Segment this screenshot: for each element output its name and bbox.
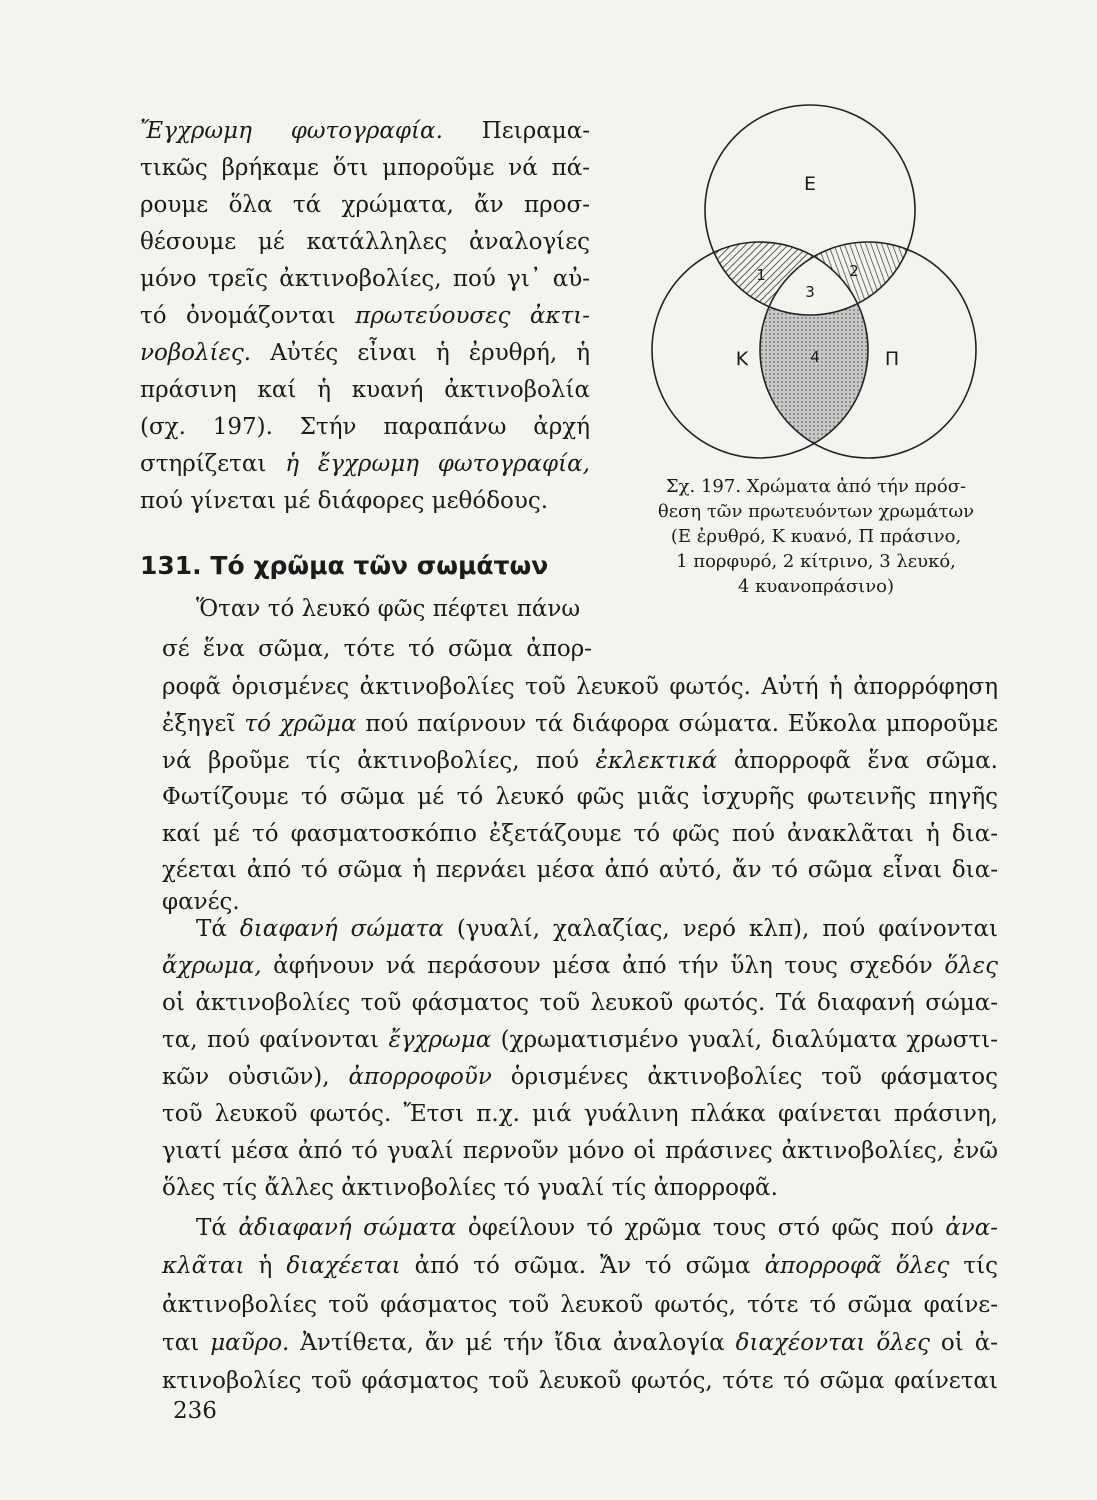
text-span: τα, πού φαίνονται	[162, 1027, 389, 1053]
text-line	[140, 116, 590, 146]
text-span: ται	[162, 1330, 211, 1356]
text-line: (σχ. 197). Στήν παραπάνω ἀρχή	[140, 414, 590, 440]
text-line	[140, 301, 590, 331]
text-line: πράσινη καί ἡ κυανή ἀκτινοβολία	[140, 377, 590, 403]
text-line: σέ ἕνα σῶμα, τότε τό σῶμα ἀπορ-	[162, 636, 592, 662]
text-line: γιατί μέσα ἀπό τό γυαλί περνοῦν μόνο οἱ πράσινες ἀκτινοβολίες, ἐνῶ	[162, 1138, 998, 1164]
term-italic: μαῦρο.	[210, 1330, 290, 1356]
term-italic: ἔγχρωμα	[388, 1027, 492, 1053]
term-italic: διαχέεται	[286, 1253, 401, 1279]
text-span: Τά	[196, 916, 240, 942]
text-span: Πειραμα-	[442, 118, 590, 144]
color-addition-diagram	[600, 100, 1020, 470]
caption-line: 1 πορφυρό, 2 κίτρινο, 3 λευκό,	[676, 551, 956, 572]
text-line: τοῦ λευκοῦ φωτός. Ἔτσι π.χ. μιά γυάλινη πλάκα φαίνεται πράσινη,	[162, 1101, 998, 1127]
text-span: (χρωματισμένο γυαλί, διαλύματα χρωστι-	[491, 1027, 998, 1053]
region-label-1: 1	[756, 266, 766, 284]
text-line: Φωτίζουμε τό σῶμα μέ τό λευκό φῶς μιᾶς ἰσχυρῆς φωτεινῆς πηγῆς	[162, 784, 998, 810]
term-italic: ὅλες	[944, 953, 998, 979]
text-line: θέσουμε μέ κατάλληλες ἀναλογίες	[140, 229, 590, 255]
term-italic: τό χρῶμα	[244, 711, 357, 737]
text-span: ὀφείλουν τό χρῶμα τους στό φῶς πού	[456, 1215, 946, 1241]
text-line: πού γίνεται μέ διάφορες μεθόδους.	[140, 488, 549, 514]
term-italic: κλᾶται	[162, 1253, 245, 1279]
text-span: πού παίρνουν τά διάφορα σώματα. Εὔκολα μποροῦμε	[356, 711, 999, 737]
text-span: τό ὀνομάζονται	[140, 303, 356, 329]
text-line	[162, 709, 998, 739]
text-span: Τά	[196, 1215, 239, 1241]
caption-line: θεση τῶν πρωτευόντων χρωμάτων	[657, 501, 975, 522]
text-span: ἀπό τό σῶμα. Ἄν τό σῶμα	[400, 1253, 765, 1279]
text-span: ἐξηγεῖ	[162, 711, 245, 737]
text-line: ρουμε ὅλα τά χρώματα, ἄν προσ-	[140, 192, 590, 218]
text-span: ἡ	[244, 1253, 287, 1279]
section-heading	[140, 550, 595, 582]
text-line: φανές.	[162, 889, 240, 915]
term-italic: ἀπορροφοῦν	[348, 1064, 492, 1090]
term-italic: ἀπορροφᾶ ὅλες	[764, 1253, 950, 1279]
text-line: καί μέ τό φασματοσκόπιο ἐξετάζουμε τό φῶς πού ἀνακλᾶται ἡ δια-	[162, 821, 998, 847]
text-line	[162, 1328, 998, 1358]
text-line: μόνο τρεῖς ἀκτινοβολίες, πού γι᾿ αὐ-	[140, 266, 590, 292]
section-number: 131.	[140, 551, 202, 580]
text-line: κτινοβολίες τοῦ φάσματος τοῦ λευκοῦ φωτός, τότε τό σῶμα φαίνεται	[162, 1368, 998, 1394]
text-span: ὁρισμένες ἀκτινοβολίες τοῦ φάσματος	[491, 1064, 998, 1090]
region-label-3: 3	[805, 283, 815, 301]
text-span: νά βροῦμε τίς ἀκτινοβολίες, πού	[162, 748, 596, 774]
label-k: Κ	[735, 348, 749, 370]
text-span: οἱ ἀ-	[929, 1330, 998, 1356]
figure-caption	[628, 474, 1004, 599]
term-italic: νοβολίες.	[140, 340, 252, 366]
text-line	[196, 1213, 998, 1243]
text-line: ἀκτινοβολίες τοῦ φάσματος τοῦ λευκοῦ φωτός, τότε τό σῶμα φαίνε-	[162, 1292, 998, 1318]
text-line: τικῶς βρήκαμε ὅτι μποροῦμε νά πά-	[140, 155, 590, 181]
text-line: χέεται ἀπό τό σῶμα ἡ περνάει μέσα ἀπό αὐτό, ἄν τό σῶμα εἶναι δια-	[162, 857, 998, 883]
text-span: (γυαλί, χαλαζίας, νερό κλπ), πού φαίνονται	[443, 916, 998, 942]
text-line	[140, 338, 590, 368]
text-line	[162, 1062, 998, 1092]
text-line	[196, 914, 998, 944]
text-line: Ὅταν τό λευκό φῶς πέφτει πάνω	[196, 596, 581, 622]
region-label-4: 4	[810, 348, 820, 366]
section-title: Τό χρῶμα τῶν σωμάτων	[210, 551, 549, 580]
text-line	[162, 1251, 998, 1281]
text-span: κῶν οὐσιῶν),	[162, 1064, 349, 1090]
text-span: στηρίζεται	[140, 451, 286, 477]
region-label-2: 2	[849, 262, 859, 280]
text-line	[140, 449, 590, 479]
text-span: ἀφήνουν νά περάσουν μέσα ἀπό τήν ὕλη τους σχεδόν	[261, 953, 945, 979]
text-line	[162, 1025, 998, 1055]
term-italic: ἄχρωμα,	[162, 953, 262, 979]
text-line	[162, 746, 998, 776]
page-number: 236	[173, 1398, 217, 1424]
term-italic: ἀνα-	[945, 1215, 999, 1241]
term-italic: Ἔγχρωμη φωτογραφία.	[140, 118, 443, 144]
caption-line: 4 κυανοπράσινο)	[737, 576, 894, 597]
text-span: ἀπορροφᾶ ἕνα σῶμα.	[717, 748, 998, 774]
text-line: ὅλες τίς ἄλλες ἀκτινοβολίες τό γυαλί τίς ἀπορροφᾶ.	[162, 1175, 778, 1201]
term-italic: διαχέονται ὅλες	[735, 1330, 930, 1356]
caption-line: Σχ. 197. Χρώματα ἀπό τήν πρόσ-	[665, 476, 967, 497]
label-e: Ε	[803, 173, 817, 195]
label-p: Π	[884, 348, 900, 370]
term-italic: ἡ ἔγχρωμη φωτογραφία,	[285, 451, 590, 477]
text-line: οἱ ἀκτινοβολίες τοῦ φάσματος τοῦ λευκοῦ φωτός. Τά διαφανή σώμα-	[162, 990, 998, 1016]
term-italic: πρωτεύουσες ἀκτι-	[355, 303, 590, 329]
caption-line: (Ε ἐρυθρό, Κ κυανό, Π πράσινο,	[670, 526, 962, 547]
text-span: Αὐτές εἶναι ἡ ἐρυθρή, ἡ	[251, 340, 590, 366]
text-line: ροφᾶ ὁρισμένες ἀκτινοβολίες τοῦ λευκοῦ φωτός. Αὐτή ἡ ἀπορρόφηση	[162, 674, 998, 700]
text-span: Ἀντίθετα, ἄν μέ τήν ἴδια ἀναλογία	[289, 1330, 736, 1356]
term-italic: ἀδιαφανή σώματα	[238, 1215, 457, 1241]
term-italic: διαφανή σώματα	[239, 916, 444, 942]
term-italic: ἐκλεκτικά	[595, 748, 718, 774]
text-span: τίς	[949, 1253, 999, 1279]
text-line	[162, 951, 998, 981]
